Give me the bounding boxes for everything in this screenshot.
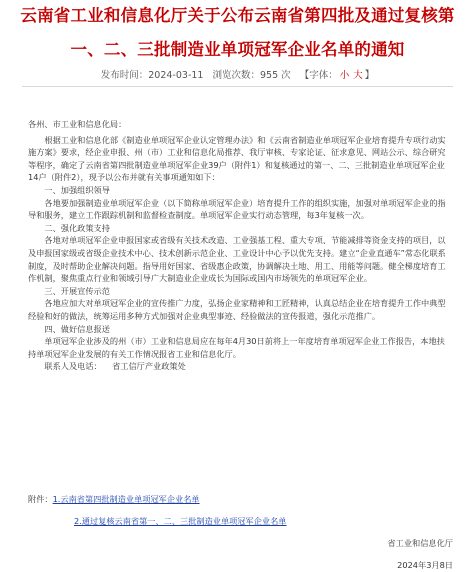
attachment-row-1 [28, 488, 287, 510]
paragraph-2: 各地对单项冠军企业申报国家或省级有关技术改造、工业强基工程、重大专项、节能减排等资金支持的项目，以及申报国家级或省级企业技术中心、技术创新示范企业、工业设计中心予以优先支持。建立“企业直通车”常态化联系制度，及时帮助企业解决问题。指导用好国家、省级惠企政策，协调解决土地、用工、用能等问题。健全梯度培育工作机制，聚焦重点行业和领域引导广大制造业企业成长为国际或国内市场领先的单项冠军企业。 [28, 235, 446, 284]
attachments [28, 488, 287, 532]
signature-block [387, 536, 453, 572]
signature-org: 省工业和信息化厅 [387, 538, 453, 548]
attachments-label: 附件： [28, 494, 53, 504]
view-count: 浏览次数：955 次 [212, 70, 291, 81]
attachment-link-1[interactable]: 1.云南省第四批制造业单项冠军企业名单 [52, 494, 200, 504]
attachment-row-2 [28, 510, 287, 532]
font-small-link[interactable]: 小 [339, 70, 350, 81]
font-large-link[interactable]: 大 [353, 70, 363, 81]
paragraph-1: 各地要加强制造业单项冠军企业（以下简称单项冠军企业）培育提升工作的组织实施，加强对单项冠军企业的指导和服务，建立工作跟踪机制和监督检查制度。单项冠军企业实行动态管理，每3年复核一次。 [28, 197, 446, 221]
header-divider [22, 86, 453, 87]
section-heading-4: 四、做好信息报送 [44, 323, 110, 334]
section-heading-3: 三、开展宣传示范 [44, 285, 110, 296]
section-heading-1: 一、加强组织领导 [44, 184, 110, 195]
paragraph-intro: 根据工业和信息化部《制造业单项冠军企业认定管理办法》和《云南省制造业单项冠军企业培育提升专项行动实施方案》要求，经企业申报、州（市）工业和信息化局推荐、我厅审核、专家论证、征求意见、网站公示、综合研究等程序，确定了云南省第四批制造业单项冠军企业39户（附件1）和复核通过的第一、二、三批制造业单项冠军企业14户（附件2），现予以公布并就有关事项通知如下： [28, 134, 446, 183]
paragraph-4: 单项冠军企业涉及的州（市）工业和信息局应在每年4月30日前将上一年度培育单项冠军企业工作报告，本地扶持单项冠军企业发展的有关工作情况报省工业和信息化厅。 [28, 336, 445, 359]
font-size-control: 【字体： 小 大 】 [299, 70, 375, 81]
signature-date: 2024年3月8日 [397, 560, 453, 570]
title-line-2: 一、二、三批制造业单项冠军企业名单的通知 [70, 40, 405, 59]
title-line-1: 云南省工业和信息化厅关于公布云南省第四批及通过复核第 [20, 6, 455, 25]
article-meta [0, 67, 475, 81]
contact-line: 联系人及电话： 省工信厅产业政策处 [44, 361, 186, 372]
article-body [28, 118, 453, 373]
greeting: 各州、市工业和信息化局： [28, 119, 127, 129]
section-heading-2: 二、强化政策支持 [44, 222, 110, 233]
page-title [0, 4, 475, 62]
attachment-link-2[interactable]: 2.通过复核云南省第一、二、三批制造业单项冠军企业名单 [74, 516, 287, 526]
publish-date: 发布时间：2024-03-11 [100, 70, 204, 81]
paragraph-3: 各地应加大对单项冠军企业的宣传推广力度，弘扬企业家精神和工匠精神，认真总结企业在培育提升工作中典型经验和好的做法，统筹运用多种方式加强对企业典型事迹、经验做法的宣传报道，强化示范推广。 [28, 298, 446, 321]
